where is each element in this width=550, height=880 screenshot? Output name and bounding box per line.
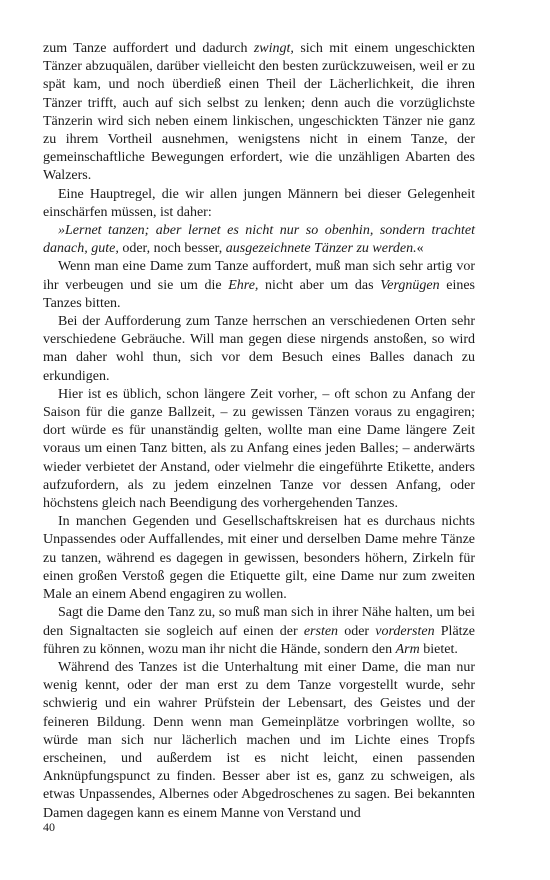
text-run: In manchen Gegenden und Gesellschaftskreisen hat es durchaus nichts Unpassendes oder Auffallendes, mit einer und derselben Dame mehre Tänze zu tanzen, während es dagegen in gewissen, besonders höhern, Zirkeln für einen großen Verstoß gegen die Etiquette gilt, eine Dame nur zum zweiten Male an einem Abend engagiren zu wollen. — [43, 514, 475, 603]
paragraph — [43, 186, 475, 222]
emphasis-text: ersten — [303, 623, 339, 639]
emphasis-text: vordersten — [375, 623, 435, 639]
paragraph — [43, 40, 475, 186]
paragraph — [43, 604, 475, 659]
paragraph — [43, 386, 475, 513]
text-run: Hier ist es üblich, schon längere Zeit vorher, – oft schon zu Anfang der Saison für die ganze Ballzeit, – zu gewissen Tänzen voraus zu engagiren; dort würde es für unanständig gelten, wollte man eine Dame längere Zeit voraus um einen Tanz bitten, als zu Anfang eines jeden Balles; – anderwärts wieder verbietet der Anstand, oder vielmehr die eingeführte Etikette, anders aufzufordern, als zu jedem einzelnen Tanze vor dessen Anfang, oder höchstens gleich nach Beendigung des vorhergehenden Tanzes. — [43, 386, 475, 512]
emphasis-text: »Lernet tanzen; aber lernet es nicht nur so obenhin, sondern trachtet danach, gute, — [43, 223, 475, 257]
paragraph — [43, 222, 475, 258]
text-run: Während des Tanzes ist die Unterhaltung mit einer Dame, die man nur wenig kennt, oder der man erst zu dem Tanze vorgestellt wurde, sehr schwierig und ein wahrer Prüfstein der Lebensart, des Geistes und der feineren Bildung. Denn wenn man Gemeinplätze vorbringen wollte, so würde man sich nur lächerlich machen und im Lichte eines Tropfs erscheinen, und außerdem ist es nicht leicht, einen passenden Anknüpfungspunct zu finden. Besser aber ist es, ganz zu schweigen, als etwas Unpassendes, Albernes oder Abgedroschenes zu sagen. Bei bekannten Damen dagegen kann es einem Manne von Verstand und — [43, 659, 475, 821]
text-run: sich mit einem ungeschickten Tänzer abzuquälen, darüber vielleicht den besten zurückzuweisen, weil er zu spät kam, und noch überdieß einen Theil der Lächerlichkeit, die ihren Tänzer trifft, auch auf sich selbst zu lenken; denn auch die vorzüglichste Tänzerin wird sich neben einem linkischen, ungeschickten Tänzer nie ganz zu ihrem Vortheil ausnehmen, wenigstens nicht in einem Tanze, der gemeinschaftliche Bewegungen erfordert, wie die unzähligen Abarten des Walzers. — [43, 41, 476, 184]
emphasis-text: Vergnügen — [380, 277, 440, 293]
text-run: zum Tanze auffordert und dadurch — [43, 41, 254, 56]
text-run: oder — [338, 623, 376, 639]
paragraph — [43, 513, 475, 604]
paragraph — [43, 258, 475, 313]
emphasis-text: Ehre, — [228, 277, 259, 293]
page-number: 40 — [43, 820, 55, 834]
text-run: « — [416, 241, 424, 257]
text-run: Wenn man eine Dame zum Tanze auffordert, muß man sich sehr artig vor ihr verbeugen und sie um die — [43, 259, 475, 293]
paragraph — [43, 313, 475, 386]
text-run: eines Tanzes bitten. — [43, 277, 475, 311]
text-run: bietet. — [419, 641, 458, 657]
text-run: Sagt die Dame den Tanz zu, so muß man sich in ihrer Nähe halten, um bei den Signaltacten sie sogleich auf einen der — [43, 605, 475, 639]
text-run: Eine Hauptregel, die wir allen jungen Männern bei dieser Gelegenheit einschärfen müssen, ist daher: — [43, 186, 475, 220]
page-body — [43, 40, 475, 823]
emphasis-text: Arm — [395, 641, 420, 657]
text-run: Bei der Aufforderung zum Tanze herrschen an verschiedenen Orten sehr verschiedene Gebräuche. Will man gegen diese nirgends anstoßen, so wird man daher wohl thun, sich vor dem Besuch eines Balles danach zu erkundigen. — [43, 314, 475, 384]
text-run: nicht aber um das — [258, 277, 381, 293]
paragraph — [43, 659, 475, 823]
text-run: oder, noch besser, — [118, 241, 226, 257]
emphasis-text: zwingt, — [253, 41, 294, 56]
text-run: Plätze führen zu können, wozu man ihr nicht die Hände, sondern den — [43, 623, 475, 657]
emphasis-text: ausgezeichnete Tänzer zu werden. — [225, 241, 417, 257]
